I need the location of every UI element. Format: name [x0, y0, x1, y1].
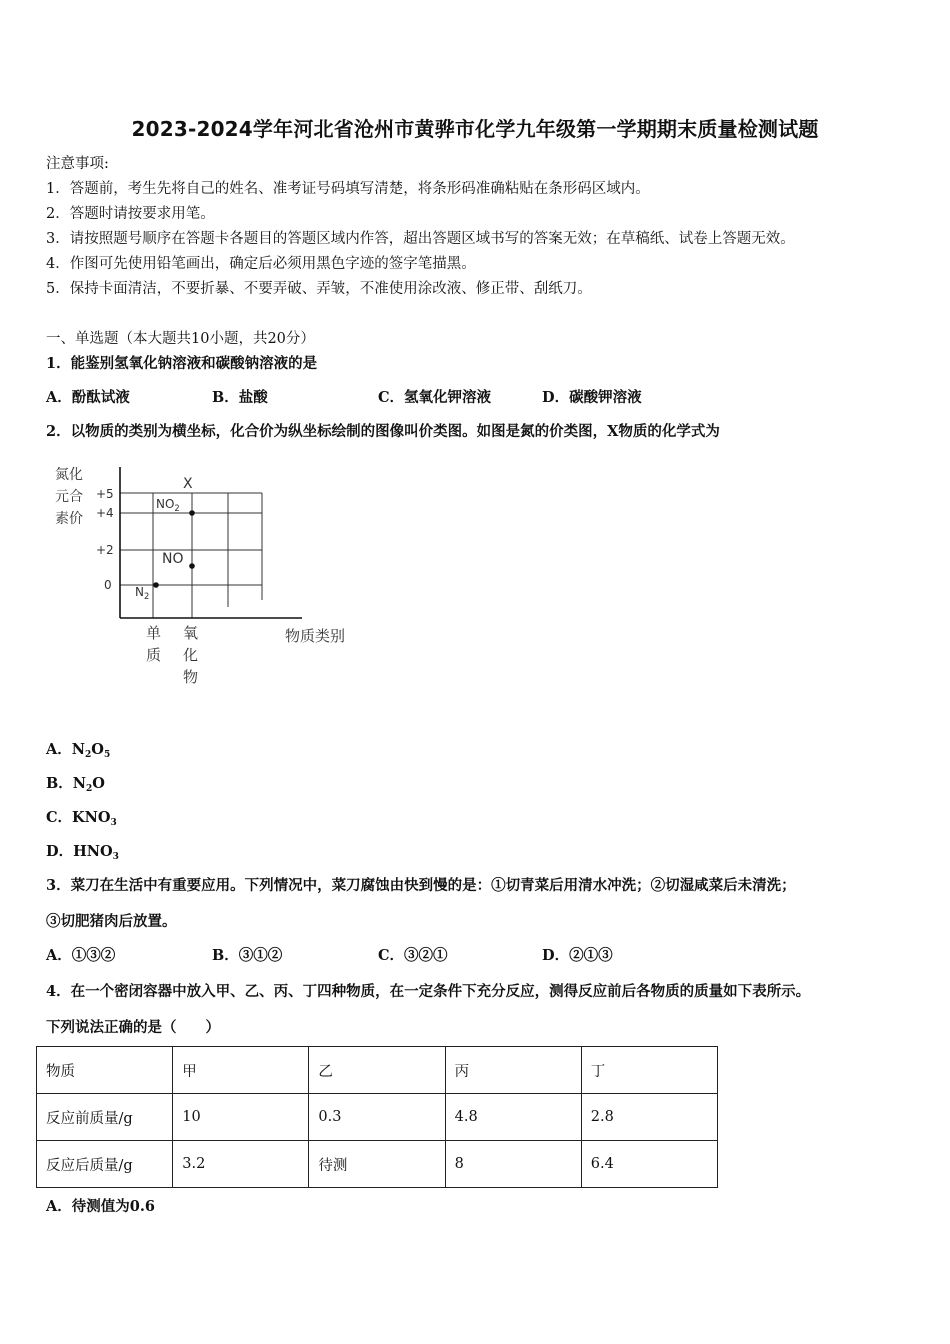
x-category-1-char-1: 单 — [146, 624, 162, 642]
question-1-stem: 1．能鉴别氢氧化钠溶液和碳酸钠溶液的是 — [46, 355, 318, 372]
notice-item-4: 4．作图可先使用铅笔画出，确定后必须用黑色字迹的签字笔描黑。 — [46, 256, 476, 272]
table-cell: 4.8 — [445, 1094, 581, 1141]
notice-item-5: 5．保持卡面清洁，不要折暴、不要弄破、弄皱，不准使用涂改液、修正带、刮纸刀。 — [46, 281, 592, 297]
question-2-stem: 2．以物质的类别为横坐标，化合价为纵坐标绘制的图像叫价类图。如图是氮的价类图，X物质的化学式为 — [46, 423, 720, 440]
table-cell: 丙 — [445, 1047, 581, 1094]
q1-option-d: D．碳酸钾溶液 — [542, 389, 642, 406]
x-category-1-char-2: 质 — [146, 646, 162, 664]
table-cell: 乙 — [309, 1047, 445, 1094]
q2-option-b: B．$N_2O$ — [46, 775, 105, 794]
ylabel-line-2: 元合 — [55, 489, 83, 505]
q4-option-a: A．待测值为0.6 — [46, 1198, 155, 1215]
table-cell: 反应后质量/g — [37, 1141, 173, 1188]
q3-option-a: A．①③② — [46, 947, 116, 964]
page-title: 2023-2024学年河北省沧州市黄骅市化学九年级第一学期期末质量检测试题 — [131, 117, 819, 141]
notice-item-2: 2．答题时请按要求用笔。 — [46, 206, 215, 222]
q3-option-c: C．③②① — [378, 947, 448, 964]
question-4-stem-line-2: 下列说法正确的是（ ） — [46, 1019, 220, 1036]
table-cell: 待测 — [309, 1141, 445, 1188]
table-cell: 0.3 — [309, 1094, 445, 1141]
q2-option-d: D．$HNO_3$ — [46, 843, 119, 862]
ylabel-line-1: 氮化 — [55, 467, 83, 483]
ylabel-line-3: 素价 — [55, 511, 83, 527]
q2-option-a: A．$N_2O_5$ — [46, 741, 111, 760]
chart-point-label-3: X — [183, 476, 193, 492]
chart-point-label-0: $N_2$ — [135, 585, 150, 601]
table-cell: 2.8 — [581, 1094, 717, 1141]
q2-option-c: C．$KNO_3$ — [46, 809, 117, 828]
y-tick-0: 0 — [104, 578, 112, 592]
x-category-2-char-2: 化 — [183, 646, 199, 664]
table-cell: 丁 — [581, 1047, 717, 1094]
notice-item-3: 3．请按照题号顺序在答题卡各题目的答题区域内作答，超出答题区域书写的答案无效；在草稿纸、试卷上答题无效。 — [46, 231, 795, 247]
table-cell: 反应前质量/g — [37, 1094, 173, 1141]
x-category-2-char-3: 物 — [183, 668, 199, 686]
table-cell: 3.2 — [173, 1141, 309, 1188]
table-row — [37, 1094, 718, 1141]
section-heading: 一、单选题（本大题共10小题，共20分） — [46, 331, 315, 347]
chart-point-2 — [189, 510, 195, 516]
table-row — [37, 1047, 718, 1094]
q1-option-b: B．盐酸 — [212, 389, 268, 406]
question-3-stem-line-2: ③切肥猪肉后放置。 — [46, 913, 177, 930]
nitrogen-valence-chart — [40, 455, 370, 700]
y-tick-plus5: +5 — [96, 487, 114, 501]
table-cell: 8 — [445, 1141, 581, 1188]
chart-point-label-1: NO — [162, 551, 184, 567]
table-row — [37, 1141, 718, 1188]
q1-option-a: A．酚酞试液 — [46, 389, 130, 406]
x-category-2-char-1: 氧 — [183, 624, 199, 642]
y-tick-plus2: +2 — [96, 543, 114, 557]
notice-item-1: 1．答题前，考生先将自己的姓名、准考证号码填写清楚，将条形码准确粘贴在条形码区域内。 — [46, 181, 650, 197]
question-4-stem-line-1: 4．在一个密闭容器中放入甲、乙、丙、丁四种物质，在一定条件下充分反应，测得反应前后各物质的质量如下表所示。 — [46, 983, 811, 1000]
notice-heading: 注意事项: — [46, 156, 109, 172]
table-cell: 6.4 — [581, 1141, 717, 1188]
q1-option-c: C．氢氧化钾溶液 — [378, 389, 492, 406]
chart-point-1 — [189, 563, 195, 569]
table-cell: 物质 — [37, 1047, 173, 1094]
mass-table — [36, 1046, 718, 1188]
chart-point-label-2: $NO_2$ — [156, 497, 180, 513]
table-cell: 10 — [173, 1094, 309, 1141]
y-tick-plus4: +4 — [96, 506, 114, 520]
table-cell: 甲 — [173, 1047, 309, 1094]
q3-option-d: D．②①③ — [542, 947, 613, 964]
question-3-stem-line-1: 3．菜刀在生活中有重要应用。下列情况中，菜刀腐蚀由快到慢的是：①切青菜后用清水冲洗；②切湿咸菜后未清洗； — [46, 877, 796, 894]
x-axis-label: 物质类别 — [285, 627, 346, 645]
chart-point-0 — [153, 582, 159, 588]
q3-option-b: B．③①② — [212, 947, 283, 964]
